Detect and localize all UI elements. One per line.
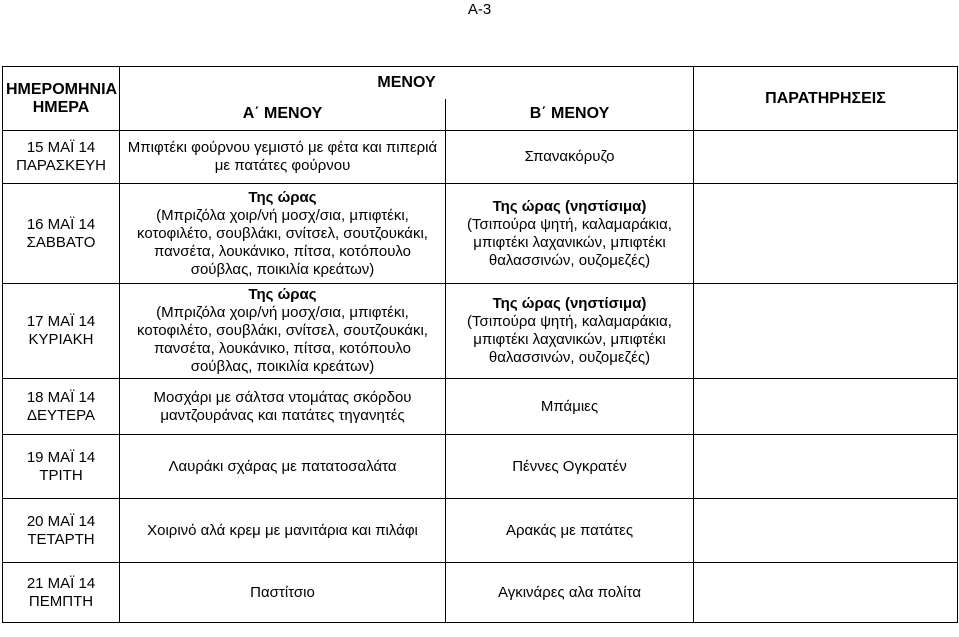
remarks-cell — [694, 379, 958, 435]
date-cell — [3, 563, 120, 623]
date-text: 16 ΜΑΪ 14 — [26, 215, 96, 233]
menu-a-cell: Λαυράκι σχάρας με πατατοσαλάτα — [120, 435, 446, 499]
menu-a-cell — [120, 284, 446, 379]
remarks-cell — [694, 499, 958, 563]
menu-b-cell — [446, 184, 694, 284]
menu-b-cell: Σπανακόρυζο — [446, 131, 694, 184]
header-menu-a: Α΄ ΜΕΝΟΥ — [120, 99, 446, 131]
day-text: ΤΡΙΤΗ — [39, 466, 83, 484]
remarks-cell — [694, 184, 958, 284]
menu-b-cell: Μπάμιες — [446, 379, 694, 435]
date-text: 18 ΜΑΪ 14 — [26, 388, 96, 406]
header-remarks: ΠΑΡΑΤΗΡΗΣΕΙΣ — [694, 67, 958, 131]
table-row — [3, 131, 958, 184]
menu-a-cell — [120, 184, 446, 284]
date-text: 17 ΜΑΪ 14 — [26, 313, 96, 330]
day-text: ΚΥΡΙΑΚΗ — [28, 331, 94, 348]
day-text: ΤΕΤΑΡΤΗ — [27, 530, 95, 548]
menu-a-cell: Παστίτσιο — [120, 563, 446, 623]
remarks-cell — [694, 131, 958, 184]
date-cell — [3, 131, 120, 184]
menu-b-cell: Αρακάς με πατάτες — [446, 499, 694, 563]
date-text: 19 ΜΑΪ 14 — [26, 448, 96, 466]
date-cell — [3, 284, 120, 379]
remarks-cell — [694, 563, 958, 623]
menu-b-title: Της ώρας (νηστίσιμα) — [492, 295, 647, 312]
header-menu-b: Β΄ ΜΕΝΟΥ — [446, 99, 694, 131]
page-label: A-3 — [467, 1, 492, 18]
menu-b-text: (Τσιπούρα ψητή, καλαμαράκια, μπιφτέκι λαχανικών, μπιφτέκι θαλασσινών, ουζομεζές) — [467, 313, 672, 366]
remarks-cell — [694, 435, 958, 499]
table-row — [3, 499, 958, 563]
menu-a-text: (Μπριζόλα χοιρ/νή μοσχ/σια, μπιφτέκι, κοτοφιλέτο, σουβλάκι, σνίτσελ, σουτζουκάκι, πανσέτα, λουκάνικο, πίτσα, κοτόπουλο σούβλας, ποικιλία κρεάτων) — [137, 206, 428, 278]
table-row — [3, 563, 958, 623]
menu-a-title: Της ώρας — [248, 188, 317, 206]
day-text: ΠΑΡΑΣΚΕΥΗ — [16, 157, 106, 174]
date-cell — [3, 499, 120, 563]
table-row — [3, 435, 958, 499]
menu-a-text: (Μπριζόλα χοιρ/νή μοσχ/σια, μπιφτέκι, κοτοφιλέτο, σουβλάκι, σνίτσελ, σουτζουκάκι, πανσέτα, λουκάνικο, πίτσα, κοτόπουλο σούβλας, ποικιλία κρεάτων) — [137, 304, 428, 375]
day-text: ΣΑΒΒΑΤΟ — [26, 233, 96, 251]
menu-b-cell — [446, 284, 694, 379]
menu-a-cell: Μοσχάρι με σάλτσα ντομάτας σκόρδου μαντζουράνας και πατάτες τηγανητές — [120, 379, 446, 435]
header-row-top — [3, 67, 958, 99]
menu-b-cell: Αγκινάρες αλα πολίτα — [446, 563, 694, 623]
menu-table — [2, 66, 958, 623]
date-text: 21 ΜΑΪ 14 — [26, 574, 96, 592]
header-date-day: ΗΜΕΡΟΜΗΝΙΑ ΗΜΕΡΑ — [3, 67, 120, 131]
table-row — [3, 284, 958, 379]
date-cell — [3, 435, 120, 499]
table-row — [3, 184, 958, 284]
day-text: ΔΕΥΤΕΡΑ — [26, 406, 96, 424]
menu-a-cell: Χοιρινό αλά κρεμ με μανιτάρια και πιλάφι — [120, 499, 446, 563]
date-cell — [3, 184, 120, 284]
date-cell — [3, 379, 120, 435]
date-text: 15 ΜΑΪ 14 — [26, 139, 96, 156]
day-text: ΠΕΜΠΤΗ — [28, 592, 94, 610]
menu-b-cell: Πέννες Ογκρατέν — [446, 435, 694, 499]
header-menu: ΜΕΝΟΥ — [120, 67, 694, 99]
remarks-cell — [694, 284, 958, 379]
menu-b-text: (Τσιπούρα ψητή, καλαμαράκια, μπιφτέκι λαχανικών, μπιφτέκι θαλασσινών, ουζομεζές) — [467, 215, 672, 269]
menu-a-cell: Μπιφτέκι φούρνου γεμιστό με φέτα και πιπεριά με πατάτες φούρνου — [120, 131, 446, 184]
date-text: 20 ΜΑΪ 14 — [26, 512, 96, 530]
table-row — [3, 379, 958, 435]
menu-b-title: Της ώρας (νηστίσιμα) — [492, 197, 647, 215]
menu-a-title: Της ώρας — [248, 286, 317, 303]
